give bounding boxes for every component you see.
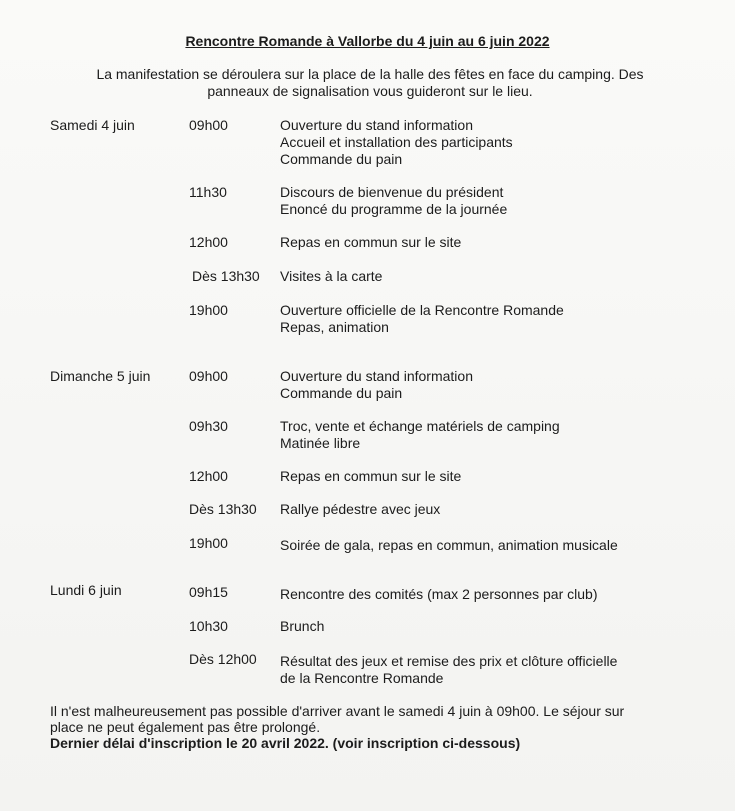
schedule-line: Ouverture du stand information bbox=[280, 368, 473, 384]
schedule-line: Visites à la carte bbox=[280, 268, 383, 284]
schedule-line: Brunch bbox=[280, 618, 325, 634]
intro-line: panneaux de signalisation vous guideront sur le lieu. bbox=[207, 83, 533, 99]
schedule-description bbox=[280, 537, 680, 554]
schedule-description bbox=[280, 234, 680, 251]
schedule-time: 19h00 bbox=[189, 302, 228, 318]
schedule-line: Repas en commun sur le site bbox=[280, 468, 462, 484]
schedule-description bbox=[280, 302, 680, 336]
schedule-time: 12h00 bbox=[189, 468, 228, 484]
schedule-line: Résultat des jeux et remise des prix et clôture officielle bbox=[280, 653, 618, 669]
schedule-line: Discours de bienvenue du président bbox=[280, 184, 504, 200]
schedule-line: Rallye pédestre avec jeux bbox=[280, 501, 441, 517]
schedule-time: 09h00 bbox=[189, 117, 228, 133]
schedule-line: Ouverture du stand information bbox=[280, 117, 473, 133]
schedule-description bbox=[280, 501, 680, 518]
schedule-time: 09h00 bbox=[189, 368, 228, 384]
schedule-line: Matinée libre bbox=[280, 435, 361, 451]
schedule-line: de la Rencontre Romande bbox=[280, 670, 444, 686]
schedule-time: 11h30 bbox=[189, 184, 227, 200]
schedule-time: 10h30 bbox=[189, 618, 228, 634]
registration-deadline: Dernier délai d'inscription le 20 avril 2022. (voir inscription ci-dessous) bbox=[50, 735, 521, 751]
schedule-description bbox=[280, 618, 680, 635]
schedule-time: Dès 13h30 bbox=[189, 501, 257, 517]
schedule-description bbox=[280, 184, 680, 218]
schedule-description bbox=[280, 117, 680, 168]
schedule-line: Rencontre des comités (max 2 personnes par club) bbox=[280, 586, 598, 602]
document-title: Rencontre Romande à Vallorbe du 4 juin au 6 juin 2022 bbox=[185, 33, 550, 49]
schedule-time: Dès 13h30 bbox=[192, 268, 260, 284]
schedule-description bbox=[280, 368, 680, 402]
footer-line: Il n'est malheureusement pas possible d'arriver avant le samedi 4 juin à 09h00. Le séjour sur bbox=[50, 703, 625, 719]
schedule-description bbox=[280, 586, 680, 603]
schedule-line: Accueil et installation des participants bbox=[280, 134, 513, 150]
schedule-line: Commande du pain bbox=[280, 385, 403, 401]
day-label-sunday: Dimanche 5 juin bbox=[50, 368, 151, 384]
schedule-line: Commande du pain bbox=[280, 151, 403, 167]
intro-line: La manifestation se déroulera sur la place de la halle des fêtes en face du camping. Des bbox=[96, 66, 644, 82]
schedule-line: Enoncé du programme de la journée bbox=[280, 201, 508, 217]
schedule-time: 09h30 bbox=[189, 418, 228, 434]
intro-paragraph bbox=[40, 66, 700, 100]
schedule-time: 09h15 bbox=[189, 584, 228, 600]
schedule-description bbox=[280, 468, 680, 485]
schedule-description bbox=[280, 418, 680, 452]
day-label-saturday: Samedi 4 juin bbox=[50, 117, 135, 133]
schedule-line: Ouverture officielle de la Rencontre Romande bbox=[280, 302, 564, 318]
schedule-time: 12h00 bbox=[189, 234, 228, 250]
schedule-description bbox=[280, 653, 680, 687]
schedule-line: Repas, animation bbox=[280, 319, 389, 335]
schedule-line: Soirée de gala, repas en commun, animation musicale bbox=[280, 537, 618, 553]
schedule-line: Troc, vente et échange matériels de camping bbox=[280, 418, 560, 434]
schedule-description bbox=[280, 268, 680, 285]
footer-notes bbox=[50, 703, 670, 751]
schedule-time: Dès 12h00 bbox=[189, 651, 257, 667]
footer-line: place ne peut également pas être prolongé. bbox=[50, 719, 321, 735]
day-label-monday: Lundi 6 juin bbox=[50, 582, 122, 598]
schedule-time: 19h00 bbox=[189, 535, 228, 551]
schedule-line: Repas en commun sur le site bbox=[280, 234, 462, 250]
